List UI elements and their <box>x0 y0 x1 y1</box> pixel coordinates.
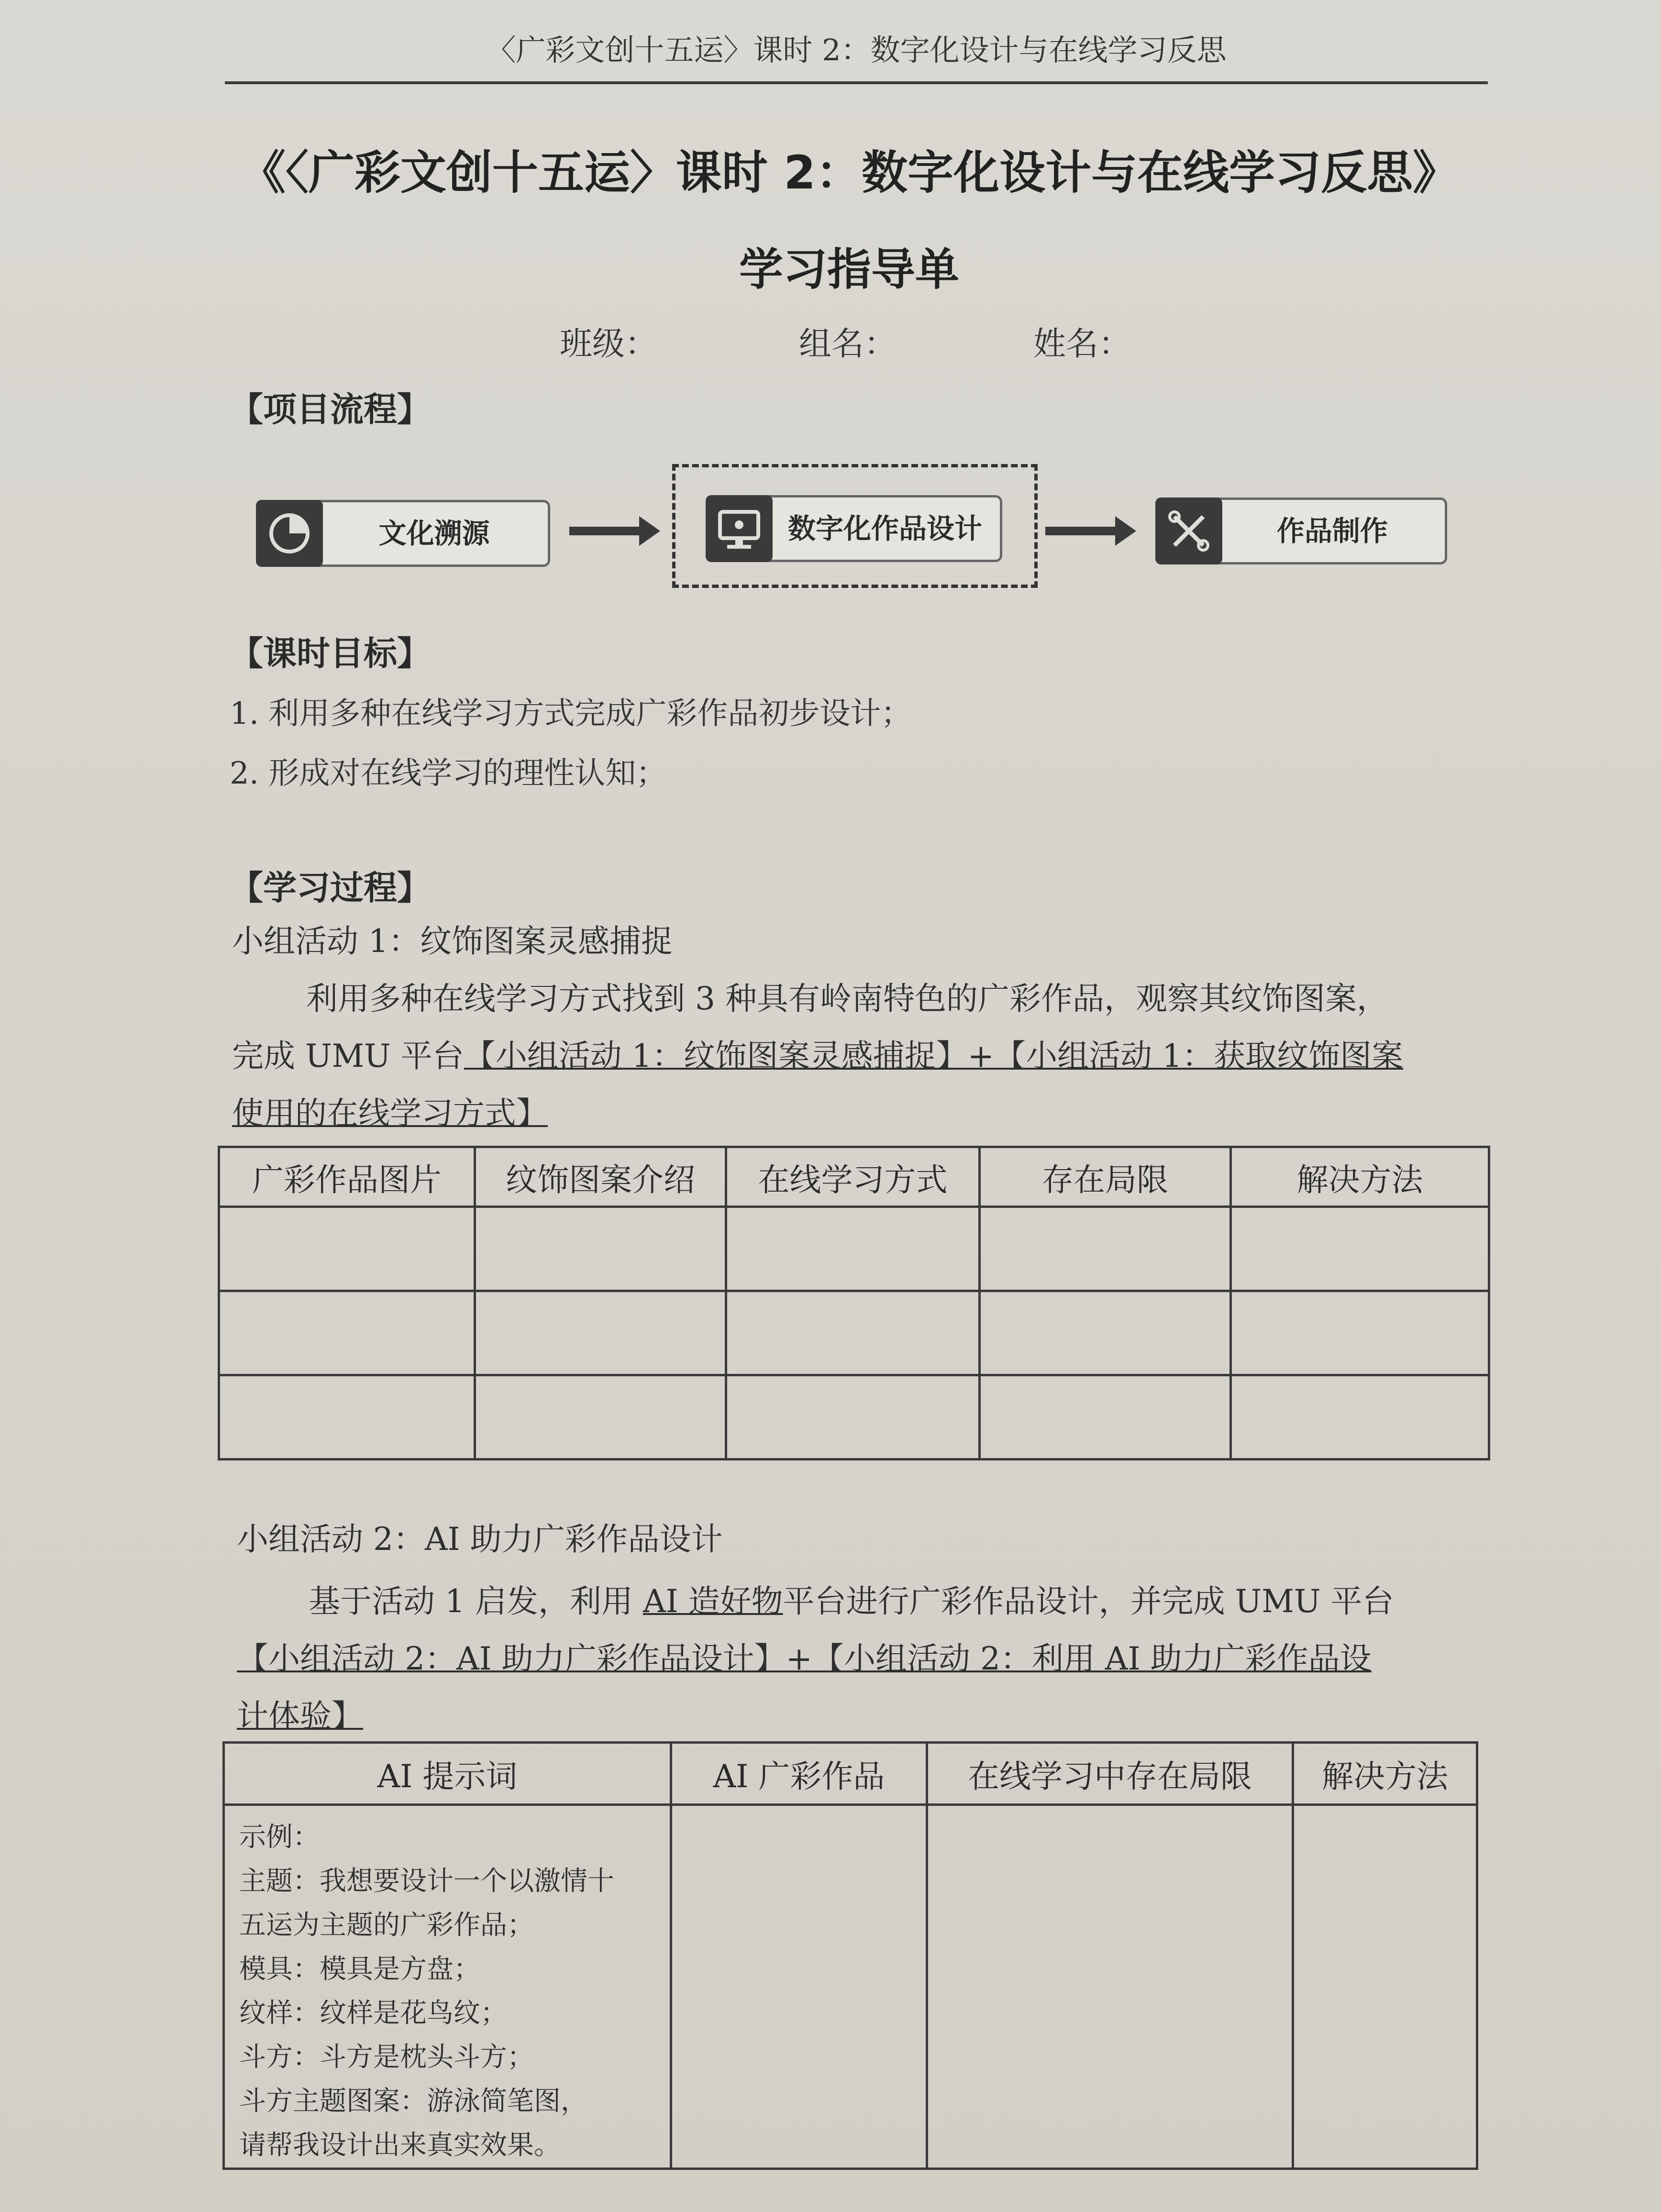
umu-activity2-link-cont[interactable]: 计体验】 <box>237 1698 363 1735</box>
tools-icon <box>1155 498 1222 564</box>
name-label: 姓名： <box>1033 325 1131 363</box>
example-line: 纹样：纹样是花鸟纹； <box>239 1998 507 2029</box>
group-label: 组名： <box>799 325 897 363</box>
pie-chart-icon <box>256 500 323 567</box>
umu-activity2-link[interactable]: 【小组活动 2：AI 助力广彩作品设计】+【小组活动 2：利用 AI 助力广彩作品设 <box>237 1640 1372 1677</box>
ai-prompt-example <box>224 1805 671 2169</box>
activity2-table <box>222 1741 1478 2170</box>
blank-cell[interactable] <box>671 1805 927 2169</box>
activity2-text-suffix: 平台进行广彩作品设计，并完成 UMU 平台 <box>783 1583 1394 1620</box>
flow-step-label: 数字化作品设计 <box>787 512 982 545</box>
table-header: 解决方法 <box>1231 1147 1489 1207</box>
table-header: 纹饰图案介绍 <box>475 1147 726 1207</box>
blank-cell[interactable] <box>980 1207 1231 1291</box>
ai-platform-link[interactable]: AI 造好物 <box>642 1583 783 1620</box>
table-header: 在线学习中存在局限 <box>927 1743 1293 1805</box>
activity2-title: 小组活动 2：AI 助力广彩作品设计 <box>237 1521 723 1558</box>
flow-arrow <box>1045 527 1117 535</box>
blank-cell[interactable] <box>219 1291 475 1375</box>
student-info <box>560 318 1229 366</box>
objectives-heading: 【课时目标】 <box>230 634 431 673</box>
flow-step-label: 文化溯源 <box>378 517 490 550</box>
process-heading: 【学习过程】 <box>230 868 431 907</box>
activity1-text-line1: 利用多种在线学习方式找到 3 种具有岭南特色的广彩作品，观察其纹饰图案， <box>306 980 1388 1017</box>
monitor-icon <box>706 495 773 562</box>
blank-cell[interactable] <box>726 1291 980 1375</box>
example-line: 斗方主题图案：游泳简笔图， <box>239 2086 587 2117</box>
example-line: 五运为主题的广彩作品； <box>239 1910 534 1941</box>
activity1-text-prefix: 完成 UMU 平台 <box>232 1038 464 1074</box>
activity2-text-line1 <box>309 1574 1394 1629</box>
class-label: 班级： <box>560 325 658 363</box>
activity1-table <box>218 1146 1490 1460</box>
table-header: 解决方法 <box>1293 1743 1477 1805</box>
umu-activity1-link[interactable]: 【小组活动 1：纹饰图案灵感捕捉】+【小组活动 1：获取纹饰图案 <box>464 1038 1404 1074</box>
page-title: 《〈广彩文创十五运〉课时 2：数字化设计与在线学习反思》 <box>239 146 1459 199</box>
activity2-text-prefix: 基于活动 1 启发，利用 <box>309 1583 643 1620</box>
project-flow-heading: 【项目流程】 <box>230 390 431 429</box>
blank-cell[interactable] <box>1231 1207 1489 1291</box>
blank-cell[interactable] <box>475 1291 726 1375</box>
example-line: 斗方：斗方是枕头斗方； <box>239 2042 534 2073</box>
blank-cell[interactable] <box>475 1375 726 1460</box>
umu-activity1-link-cont[interactable]: 使用的在线学习方式】 <box>232 1095 548 1132</box>
blank-cell[interactable] <box>927 1805 1293 2169</box>
table-header: AI 提示词 <box>224 1743 671 1805</box>
table-row <box>219 1207 1489 1291</box>
table-header: AI 广彩作品 <box>671 1743 927 1805</box>
table-row <box>224 1805 1477 2169</box>
flow-step-label: 作品制作 <box>1276 515 1388 547</box>
table-header: 在线学习方式 <box>726 1147 980 1207</box>
example-line: 模具：模具是方盘； <box>239 1954 480 1985</box>
example-line: 请帮我设计出来真实效果。 <box>239 2130 561 2161</box>
flow-step-digital-design <box>706 495 1002 562</box>
activity1-title: 小组活动 1：纹饰图案灵感捕捉 <box>232 923 673 960</box>
blank-cell[interactable] <box>1231 1291 1489 1375</box>
example-line: 示例： <box>239 1822 320 1853</box>
blank-cell[interactable] <box>726 1375 980 1460</box>
example-line: 主题：我想要设计一个以激情十 <box>239 1866 614 1897</box>
flow-step-production <box>1155 498 1447 564</box>
blank-cell[interactable] <box>475 1207 726 1291</box>
blank-cell[interactable] <box>219 1207 475 1291</box>
table-row <box>219 1291 1489 1375</box>
blank-cell[interactable] <box>980 1291 1231 1375</box>
table-header: 存在局限 <box>980 1147 1231 1207</box>
table-header: 广彩作品图片 <box>219 1147 475 1207</box>
blank-cell[interactable] <box>1231 1375 1489 1460</box>
objective-item: 1. 利用多种在线学习方式完成广彩作品初步设计； <box>230 696 912 731</box>
blank-cell[interactable] <box>219 1375 475 1460</box>
objective-item: 2. 形成对在线学习的理性认知； <box>230 756 667 791</box>
blank-cell[interactable] <box>980 1375 1231 1460</box>
flow-step-culture <box>256 500 550 567</box>
activity1-text-line2 <box>232 1029 1403 1084</box>
blank-cell[interactable] <box>726 1207 980 1291</box>
table-row <box>219 1375 1489 1460</box>
blank-cell[interactable] <box>1293 1805 1477 2169</box>
page-subtitle: 学习指导单 <box>739 244 959 295</box>
running-header: 〈广彩文创十五运〉课时 2：数字化设计与在线学习反思 <box>225 19 1488 84</box>
flow-arrow <box>569 527 641 535</box>
project-flow-diagram <box>249 457 1473 600</box>
